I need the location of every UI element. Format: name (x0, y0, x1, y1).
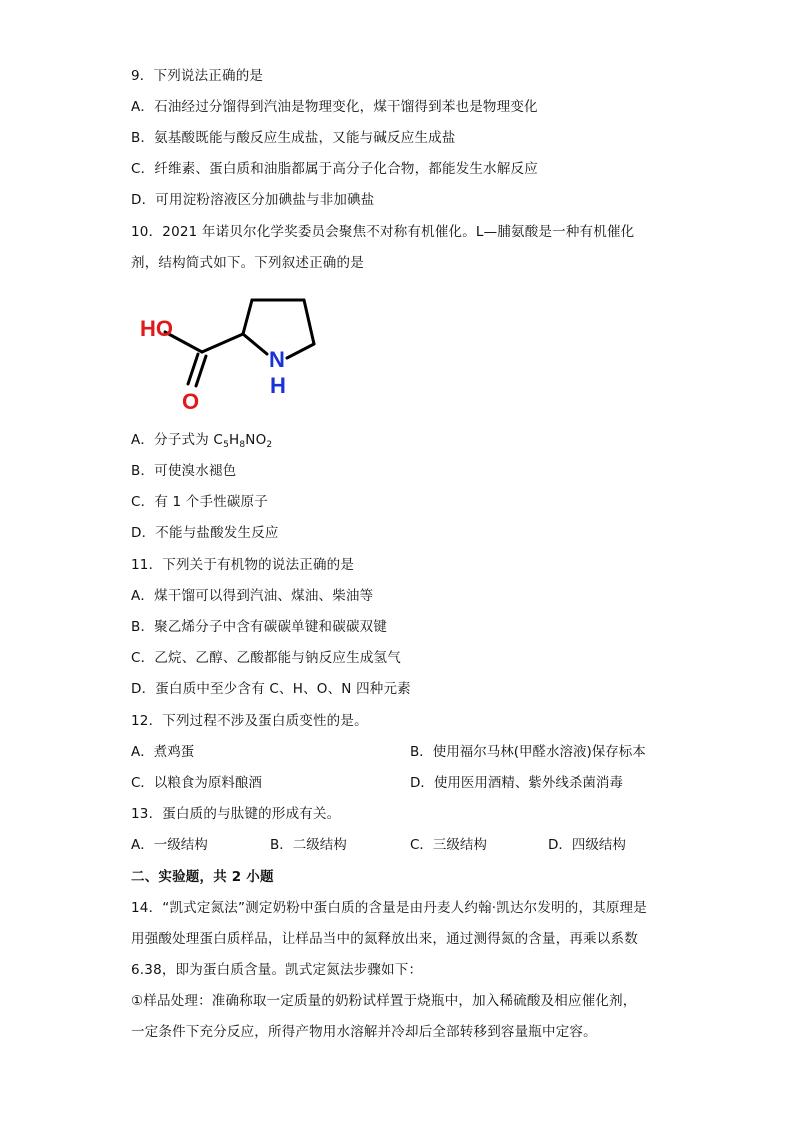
carbonyl-oxygen-label: O (182, 389, 200, 414)
question-11-option-c: C．乙烷、乙醇、乙酸都能与钠反应生成氢气 (131, 650, 401, 666)
structure-bonds (165, 300, 314, 386)
question-13-option-a: A．一级结构 (131, 837, 208, 853)
question-9-option-d: D．可用淀粉溶液区分加碘盐与非加碘盐 (131, 192, 375, 208)
hydroxyl-label: HO (140, 316, 173, 341)
section-heading-experiments: 二、实验题，共 2 小题 (131, 869, 274, 885)
question-12-option-c: C．以粮食为原料酿酒 (131, 775, 262, 791)
question-14-line2: 用强酸处理蛋白质样品，让样品当中的氮释放出来，通过测得氮的含量，再乘以系数 (131, 931, 638, 947)
question-9-stem: 9．下列说法正确的是 (131, 68, 264, 84)
question-12-option-b: B．使用福尔马林(甲醛水溶液)保存标本 (410, 744, 646, 760)
question-10-stem-line2: 剂，结构简式如下。下列叙述正确的是 (131, 255, 364, 271)
question-13-stem: 13．蛋白质的与肽键的形成有关。 (131, 806, 341, 822)
question-14-line5: 一定条件下充分反应，所得产物用水溶解并冷却后全部转移到容量瓶中定容。 (131, 1024, 597, 1040)
question-11-option-b: B．聚乙烯分子中含有碳碳单键和碳碳双键 (131, 619, 388, 635)
question-14-line4: ①样品处理：准确称取一定质量的奶粉试样置于烧瓶中，加入稀硫酸及相应催化剂， (131, 993, 637, 1009)
question-10-option-c: C．有 1 个手性碳原子 (131, 494, 268, 510)
question-10-option-a: A．分子式为 $C_5H_8NO_2$ (131, 432, 273, 450)
question-9-option-c: C．纤维素、蛋白质和油脂都属于高分子化合物，都能发生水解反应 (131, 161, 538, 177)
question-14-line1: 14．“凯式定氮法”测定奶粉中蛋白质的含量是由丹麦人约翰·凯达尔发明的，其原理是 (131, 900, 647, 916)
question-10-stem-line1: 10．2021 年诺贝尔化学奖委员会聚焦不对称有机催化。L—脯氨酸是一种有机催化 (131, 224, 635, 240)
question-9-option-a: A．石油经过分馏得到汽油是物理变化，煤干馏得到苯也是物理变化 (131, 99, 538, 115)
question-11-option-d: D．蛋白质中至少含有 C、H、O、N 四种元素 (131, 681, 411, 697)
amine-nitrogen-label: N (269, 347, 285, 372)
question-13-option-b: B．二级结构 (270, 837, 347, 853)
question-9-option-b: B．氨基酸既能与酸反应生成盐，又能与碱反应生成盐 (131, 130, 456, 146)
question-11-stem: 11．下列关于有机物的说法正确的是 (131, 557, 355, 573)
question-12-option-a: A．煮鸡蛋 (131, 744, 195, 760)
amine-hydrogen-label: H (270, 373, 286, 398)
question-11-option-a: A．煤干馏可以得到汽油、煤油、柴油等 (131, 588, 374, 604)
question-10-option-d: D．不能与盐酸发生反应 (131, 525, 279, 541)
question-12-option-d: D．使用医用酒精、紫外线杀菌消毒 (410, 775, 623, 791)
question-13-option-c: C．三级结构 (410, 837, 487, 853)
question-14-line3: 6.38，即为蛋白质含量。凯式定氮法步骤如下： (131, 962, 423, 978)
proline-structure-diagram (130, 292, 330, 417)
question-10-option-b: B．可使溴水褪色 (131, 463, 237, 479)
question-12-stem: 12．下列过程不涉及蛋白质变性的是。 (131, 713, 368, 729)
question-13-option-d: D．四级结构 (548, 837, 626, 853)
